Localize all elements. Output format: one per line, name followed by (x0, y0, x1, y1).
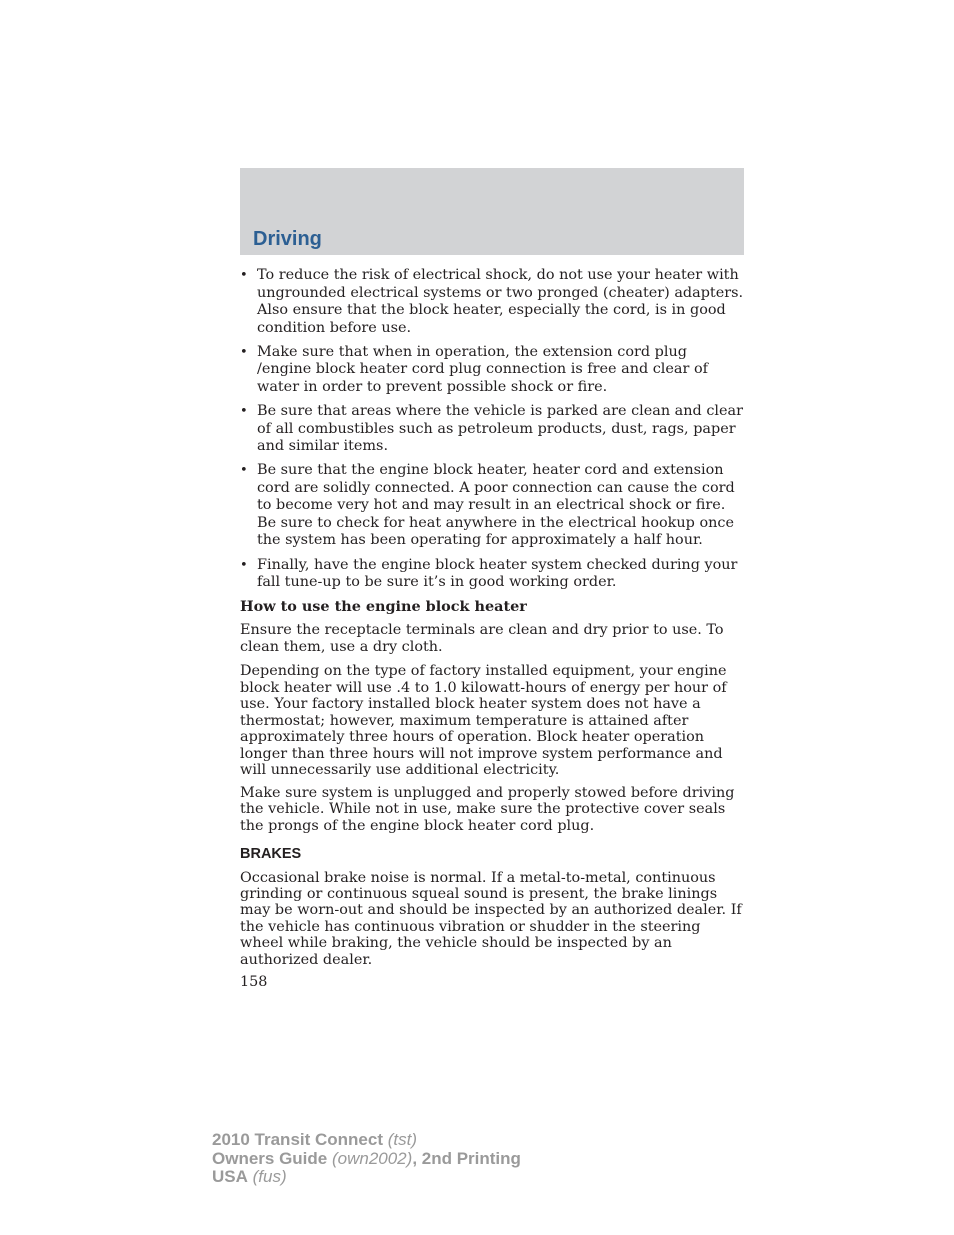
footer-line: USA (fus) (212, 1167, 287, 1187)
bullet-icon: • (240, 344, 248, 360)
brakes-heading: BRAKES (240, 846, 302, 863)
bullet-icon: • (240, 404, 248, 420)
footer-line: Owners Guide (own2002), 2nd Printing (212, 1148, 521, 1168)
howto-heading: How to use the engine block heater (240, 598, 527, 616)
bullet-icon: • (240, 463, 248, 479)
howto-paragraph: Make sure system is unplugged and properly stowed before driving the vehicle. While not in use, make sure the protective cover seals the prongs of the engine block heater cord plug. (240, 784, 735, 834)
list-item: • Make sure that when in operation, the extension cord plug /engine block heater cord plug connection is free and clear of water in order to prevent possible shock or fire. (240, 343, 708, 395)
list-item: • Be sure that the engine block heater, heater cord and extension cord are solidly connected. A poor connection can cause the cord to become very hot and may result in an electrical shock or fire. Be sure to check for heat anywhere in the electrical hookup once the system has been operating for approximately a half hour. (240, 462, 735, 549)
bullet-icon: • (240, 557, 248, 573)
howto-paragraph: Ensure the receptacle terminals are clean and dry prior to use. To clean them, use a dry cloth. (240, 621, 724, 656)
safety-bullet-list (240, 267, 744, 592)
footer-line: 2010 Transit Connect (tst) (212, 1130, 418, 1149)
list-item: • To reduce the risk of electrical shock, do not use your heater with ungrounded electrical systems or two pronged (cheater) adapters. Also ensure that the block heater, especially the cord, is in good condition before use. (240, 267, 744, 336)
document-footer (212, 1131, 521, 1187)
list-item: • Finally, have the engine block heater system checked during your fall tune-up to be sure it’s in good working order. (240, 556, 738, 591)
howto-paragraph: Depending on the type of factory installed equipment, your engine block heater will use .4 to 1.0 kilowatt-hours of energy per hour of use. Your factory installed block heater system does not have a thermostat; however, maximum temperature is attained after approximately three hours of operation. Block heater operation longer than three hours will not improve system performance and will unnecessarily use additional electricity. (240, 663, 727, 778)
section-title: Driving (253, 228, 322, 250)
page-number: 158 (240, 974, 268, 991)
list-item: • Be sure that areas where the vehicle is parked are clean and clear of all combustibles such as petroleum products, dust, rags, paper and similar items. (240, 403, 743, 455)
bullet-icon: • (240, 268, 248, 283)
brakes-paragraph: Occasional brake noise is normal. If a metal-to-metal, continuous grinding or continuous squeal sound is present, the brake linings may be worn-out and should be inspected by an authorized dealer. If the vehicle has continuous vibration or shudder in the steering wheel while braking, the vehicle should be inspected by an authorized dealer. (240, 869, 742, 968)
page-content (240, 267, 744, 992)
section-header-band (240, 168, 744, 255)
